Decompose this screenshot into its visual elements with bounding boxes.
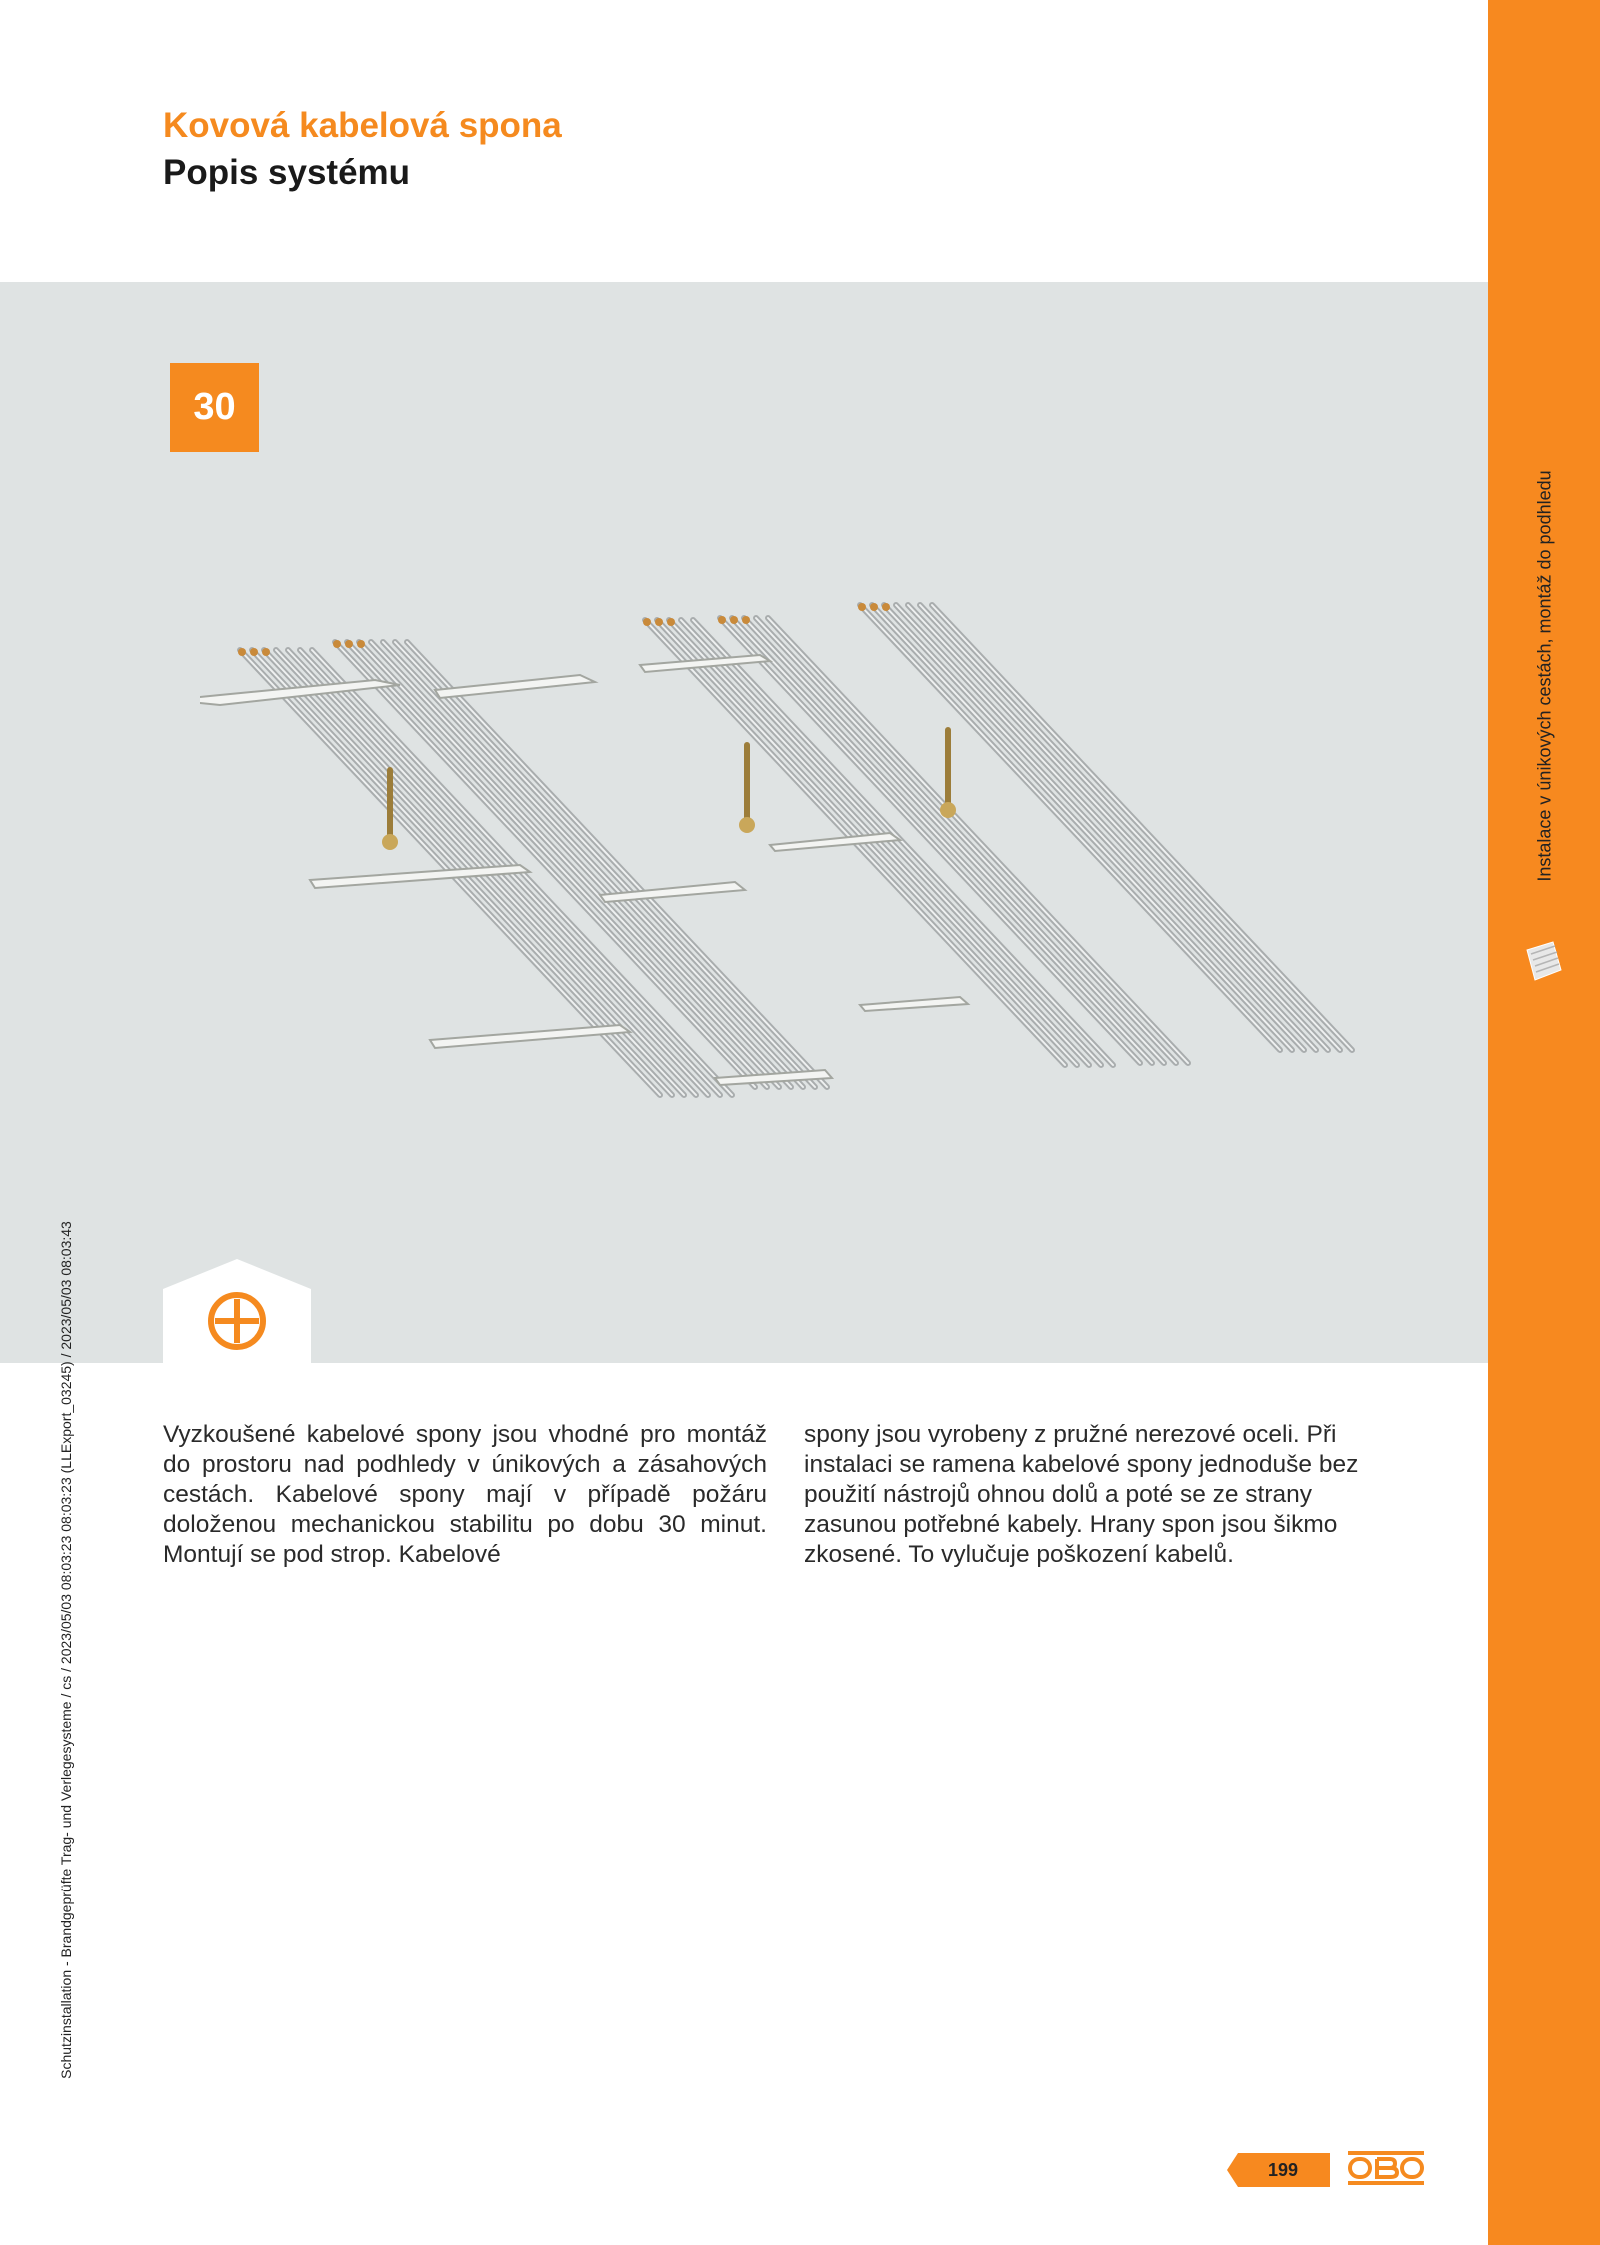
fire-resistance-badge: 30 bbox=[170, 363, 259, 452]
side-tab-bar bbox=[1488, 0, 1600, 2245]
body-text-left: Vyzkoušené kabelové spony jsou vhodné pro montáž do prostoru nad podhledy v únikových a zásahových cestách. Kabelové spony mají v případě požáru doloženou mechanickou stabilitu po dobu 30 minut. Montují se pod strop. Kabelové bbox=[163, 1421, 767, 1568]
obo-logo bbox=[1346, 2150, 1426, 2186]
side-tab-text: Instalace v únikových cestách, montáž do podhledu bbox=[1534, 470, 1555, 882]
plus-circle-icon bbox=[211, 1295, 263, 1347]
page-subtitle: Popis systému bbox=[163, 153, 411, 192]
plus-tab bbox=[163, 1259, 311, 1363]
cable-clip-installation-illustration bbox=[200, 560, 1400, 1120]
page-number: 199 bbox=[1267, 2159, 1299, 2180]
body-text-right: spony jsou vyrobeny z pružné nerezové oceli. Při instalaci se ramena kabelové spony jednoduše bez použití nástrojů ohnou dolů a poté se ze strany zasunou potřebné kabely. Hrany spon jsou šikmo zkosené. To vylučuje poškození kabelů. bbox=[804, 1421, 1359, 1568]
ceiling-cable-icon bbox=[1523, 940, 1565, 988]
page-title: Kovová kabelová spona bbox=[163, 106, 562, 145]
document-meta-text: Schutzinstallation - Brandgeprüfte Trag- und Verlegesysteme / cs / 2023/05/03 08:03:23 08:03:23 (LLExport_03245) / 2023/05/03 08:03:43 bbox=[58, 1221, 74, 2079]
